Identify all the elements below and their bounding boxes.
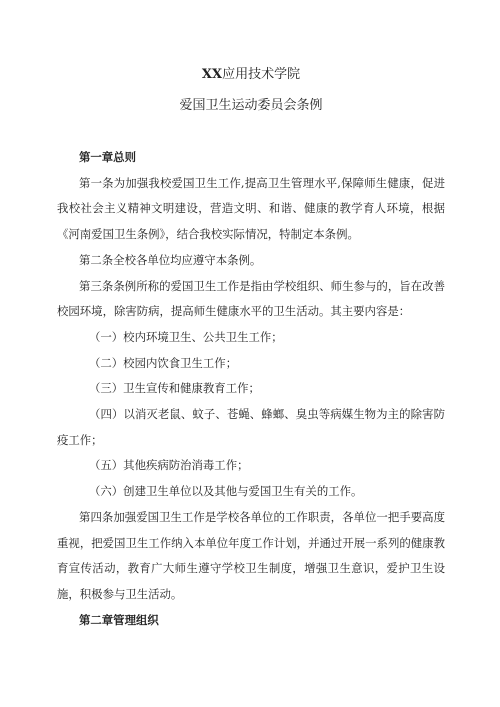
chapter-1-heading: 第一章总则 xyxy=(79,150,136,164)
chapter-2-heading: 第二章管理组织 xyxy=(79,612,159,627)
article-1: 第一条为加强我校爱国卫生工作,提高卫生管理水平,保障师生健康，促进我校社会主义精神文明建设，营造文明、和谐、健康的教学育人环境，根据《河南爱国卫生条例》，结合我校实际情况，特制定本条例。 xyxy=(57,175,445,242)
document-title xyxy=(57,64,445,86)
document-body xyxy=(57,145,445,633)
title-rest: 应用技术学院 xyxy=(222,67,301,82)
title-prefix: XX xyxy=(201,67,223,82)
document-subtitle: 爱国卫生运动委员会条例 xyxy=(179,98,323,113)
article-3: 第三条条例所称的爱国卫生工作是指由学校组织、师生参与的，旨在改善校园环境，除害防病，提高师生健康水平的卫生活动。其主要内容是： xyxy=(57,278,445,319)
article-3-item-3: （三）卫生宣传和健康教育工作； xyxy=(89,381,260,396)
article-3-item-2: （二）校园内饮食卫生工作； xyxy=(89,355,238,370)
article-3-item-1: （一）校内环境卫生、公共卫生工作； xyxy=(89,329,283,344)
article-3-item-6: （六）创建卫生单位以及其他与爱国卫生有关的工作。 xyxy=(89,484,363,499)
article-3-item-4: （四）以消灭老鼠、蚊子、苍蝇、蜂螂、臭虫等病媒生物为主的除害防疫工作； xyxy=(57,407,445,447)
article-4: 第四条加强爱国卫生工作是学校各单位的工作职责，各单位一把手要高度重视，把爱国卫生工作纳入本单位年度工作计划，并通过开展一系列的健康教育宣传活动，教育广大师生遵守学校卫生制度，增强卫生意识，爱护卫生设施，积极参与卫生活动。 xyxy=(57,509,445,601)
article-2: 第二条全校各单位均应遵守本条例。 xyxy=(79,252,262,267)
article-3-item-5: （五）其他疾病防治消毒工作； xyxy=(89,458,249,473)
